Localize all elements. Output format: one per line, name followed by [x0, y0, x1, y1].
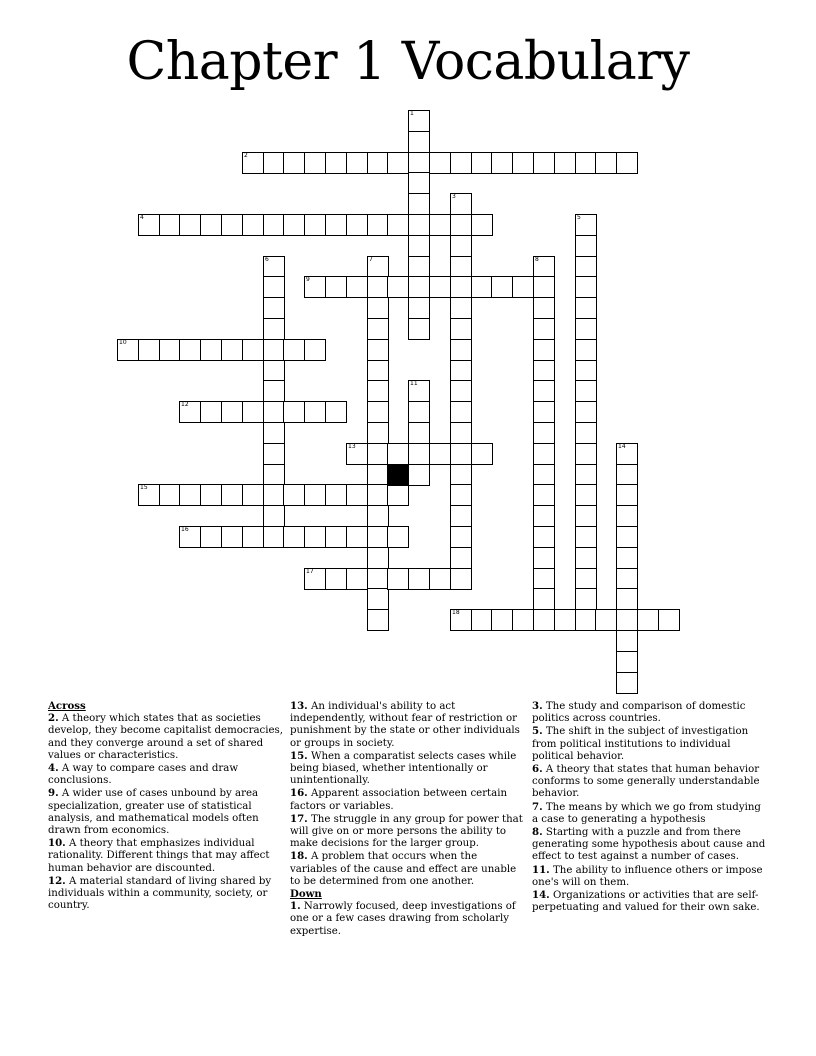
grid-cell[interactable] — [575, 256, 597, 278]
grid-cell[interactable] — [263, 401, 285, 423]
grid-cell[interactable] — [367, 318, 389, 340]
grid-cell[interactable] — [387, 484, 409, 506]
grid-cell[interactable] — [408, 193, 430, 215]
grid-cell[interactable] — [575, 568, 597, 590]
grid-cell[interactable] — [325, 484, 347, 506]
grid-cell[interactable] — [575, 609, 597, 631]
cell-number: 1 — [410, 110, 414, 117]
cell-number: 3 — [452, 193, 456, 200]
clue-number: 9. — [48, 787, 59, 800]
clue-text: An individual's ability to act independently, without fear of restriction or punishment by the state or other individuals or groups in society. — [290, 701, 520, 749]
grid-cell[interactable] — [450, 256, 472, 278]
grid-cell[interactable] — [450, 422, 472, 444]
grid-cell[interactable] — [637, 609, 659, 631]
cell-number: 15 — [140, 484, 148, 491]
grid-cell[interactable] — [138, 339, 160, 361]
grid-cell[interactable] — [367, 505, 389, 527]
grid-cell[interactable] — [408, 235, 430, 257]
grid-cell[interactable] — [450, 484, 472, 506]
grid-cell[interactable] — [533, 318, 555, 340]
grid-cell[interactable] — [554, 152, 576, 174]
cell-number: 2 — [244, 152, 248, 159]
grid-cell[interactable] — [367, 214, 389, 236]
grid-cell[interactable] — [346, 443, 368, 465]
grid-cell[interactable] — [575, 152, 597, 174]
clue-number: 6. — [532, 763, 543, 776]
clue-across-18 — [290, 850, 526, 888]
clue-across-16 — [290, 787, 526, 812]
grid-cell[interactable] — [533, 568, 555, 590]
grid-cell[interactable] — [533, 401, 555, 423]
grid-cell[interactable] — [616, 526, 638, 548]
grid-cell[interactable] — [450, 297, 472, 319]
grid-cell[interactable] — [429, 214, 451, 236]
grid-cell[interactable] — [408, 110, 430, 132]
grid-cell[interactable] — [575, 235, 597, 257]
grid-cell[interactable] — [283, 526, 305, 548]
grid-cell[interactable] — [263, 360, 285, 382]
grid-cell[interactable] — [159, 214, 181, 236]
grid-cell[interactable] — [200, 214, 222, 236]
grid-cell[interactable] — [242, 339, 264, 361]
grid-cell[interactable] — [242, 214, 264, 236]
grid-cell[interactable] — [387, 152, 409, 174]
grid-cell[interactable] — [575, 484, 597, 506]
grid-cell[interactable] — [387, 214, 409, 236]
grid-cell[interactable] — [304, 484, 326, 506]
clues-column-3 — [532, 700, 768, 914]
cell-number: 8 — [535, 256, 539, 263]
grid-cell[interactable] — [200, 401, 222, 423]
grid-cell[interactable] — [179, 339, 201, 361]
clue-text: Organizations or activities that are self-perpetuating and valued for their own sake. — [532, 890, 760, 914]
grid-cell[interactable] — [450, 339, 472, 361]
cell-number: 14 — [618, 443, 626, 450]
grid-cell[interactable] — [221, 339, 243, 361]
grid-cell[interactable] — [304, 152, 326, 174]
clue-text: A problem that occurs when the variables of the cause and effect are unable to be determined from one another. — [290, 851, 517, 887]
clue-text: A theory that emphasizes individual rationality. Different things that may affect human behavior are discounted. — [48, 838, 270, 874]
grid-cell[interactable] — [263, 339, 285, 361]
grid-cell[interactable] — [575, 422, 597, 444]
grid-cell[interactable] — [533, 547, 555, 569]
grid-cell[interactable] — [533, 360, 555, 382]
grid-cell[interactable] — [159, 339, 181, 361]
clue-number: 4. — [48, 762, 59, 775]
grid-cell[interactable] — [575, 526, 597, 548]
clue-number: 5. — [532, 725, 543, 738]
grid-cell[interactable] — [408, 172, 430, 194]
grid-cell[interactable] — [616, 464, 638, 486]
grid-cell[interactable] — [304, 214, 326, 236]
grid-cell[interactable] — [575, 380, 597, 402]
grid-cell[interactable] — [346, 276, 368, 298]
clue-number: 15. — [290, 749, 308, 762]
grid-cell[interactable] — [575, 505, 597, 527]
clue-down-14 — [532, 889, 768, 914]
cell-number: 11 — [410, 380, 418, 387]
grid-cell[interactable] — [450, 235, 472, 257]
grid-cell[interactable] — [429, 276, 451, 298]
grid-cell[interactable] — [616, 588, 638, 610]
grid-cell[interactable] — [471, 214, 493, 236]
grid-cell[interactable] — [512, 609, 534, 631]
clue-across-9 — [48, 787, 284, 837]
grid-cell[interactable] — [221, 484, 243, 506]
grid-cell[interactable] — [367, 276, 389, 298]
grid-cell[interactable] — [304, 401, 326, 423]
grid-cell[interactable] — [387, 276, 409, 298]
grid-cell[interactable] — [367, 568, 389, 590]
grid-cell[interactable] — [367, 609, 389, 631]
grid-cell[interactable] — [304, 568, 326, 590]
grid-cell[interactable] — [408, 152, 430, 174]
grid-cell[interactable] — [367, 360, 389, 382]
grid-cell[interactable] — [450, 568, 472, 590]
grid-cell[interactable] — [533, 464, 555, 486]
grid-cell[interactable] — [263, 276, 285, 298]
grid-cell[interactable] — [533, 588, 555, 610]
grid-cell[interactable] — [387, 526, 409, 548]
grid-cell[interactable] — [450, 401, 472, 423]
grid-cell[interactable] — [533, 505, 555, 527]
clue-text: The shift in the subject of investigation from political institutions to individual political behavior. — [532, 726, 749, 762]
grid-cell[interactable] — [283, 484, 305, 506]
grid-cell[interactable] — [450, 547, 472, 569]
grid-cell[interactable] — [221, 214, 243, 236]
grid-cell[interactable] — [263, 256, 285, 278]
clue-across-13 — [290, 700, 526, 750]
grid-cell[interactable] — [575, 318, 597, 340]
grid-cell[interactable] — [138, 214, 160, 236]
cell-number: 7 — [369, 256, 373, 263]
grid-cell[interactable] — [575, 297, 597, 319]
clue-across-4 — [48, 762, 284, 787]
grid-cell[interactable] — [575, 588, 597, 610]
grid-cell[interactable] — [408, 422, 430, 444]
clue-across-2 — [48, 712, 284, 762]
grid-cell[interactable] — [575, 547, 597, 569]
grid-cell[interactable] — [346, 484, 368, 506]
page-title: Chapter 1 Vocabulary — [126, 32, 690, 92]
grid-cell[interactable] — [658, 609, 680, 631]
cell-number: 10 — [119, 339, 127, 346]
down-heading: Down — [290, 888, 322, 901]
grid-cell[interactable] — [325, 214, 347, 236]
grid-cell[interactable] — [346, 152, 368, 174]
clue-across-17 — [290, 813, 526, 851]
grid-cell[interactable] — [512, 276, 534, 298]
grid-cell[interactable] — [263, 297, 285, 319]
clue-down-7 — [532, 801, 768, 826]
grid-cell[interactable] — [533, 339, 555, 361]
grid-cell[interactable] — [283, 214, 305, 236]
grid-cell[interactable] — [200, 526, 222, 548]
clue-number: 2. — [48, 712, 59, 725]
grid-cell[interactable] — [367, 297, 389, 319]
grid-cell[interactable] — [117, 339, 139, 361]
cell-number: 16 — [181, 526, 189, 533]
grid-cell[interactable] — [367, 464, 389, 486]
grid-cell[interactable] — [450, 276, 472, 298]
clue-text: A theory which states that as societies develop, they become capitalist democracies, and they converge around a set of shared values or characteristics. — [48, 713, 283, 761]
grid-cell[interactable] — [304, 276, 326, 298]
grid-cell[interactable] — [263, 464, 285, 486]
grid-cell[interactable] — [533, 276, 555, 298]
cell-number: 18 — [452, 609, 460, 616]
grid-cell[interactable] — [179, 484, 201, 506]
cell-number: 13 — [348, 443, 356, 450]
grid-cell[interactable] — [367, 443, 389, 465]
grid-cell[interactable] — [367, 380, 389, 402]
clue-across-10 — [48, 837, 284, 875]
clues-column-2 — [290, 700, 526, 938]
clue-number: 1. — [290, 900, 301, 913]
clue-down-5 — [532, 725, 768, 763]
grid-cell[interactable] — [221, 526, 243, 548]
grid-cell[interactable] — [179, 401, 201, 423]
grid-cell[interactable] — [200, 339, 222, 361]
clue-number: 16. — [290, 787, 308, 800]
grid-cell[interactable] — [408, 443, 430, 465]
grid-cell[interactable] — [367, 588, 389, 610]
grid-cell[interactable] — [325, 276, 347, 298]
clue-text: A wider use of cases unbound by area specialization, greater use of statistical analysis, and mathematical models often drawn from economics. — [48, 788, 259, 837]
grid-cell[interactable] — [367, 484, 389, 506]
grid-cell[interactable] — [408, 297, 430, 319]
grid-cell[interactable] — [263, 526, 285, 548]
grid-cell[interactable] — [263, 214, 285, 236]
grid-cell[interactable] — [450, 360, 472, 382]
clue-number: 12. — [48, 874, 66, 887]
clue-down-1 — [290, 900, 526, 938]
clue-number: 10. — [48, 837, 66, 850]
cell-number: 4 — [140, 214, 144, 221]
grid-cell[interactable] — [575, 464, 597, 486]
grid-cell[interactable] — [387, 443, 409, 465]
grid-cell[interactable] — [471, 152, 493, 174]
grid-cell[interactable] — [200, 484, 222, 506]
grid-cell[interactable] — [408, 568, 430, 590]
clue-text: When a comparatist selects cases while being biased, whether intentionally or unintentionally. — [290, 750, 517, 787]
grid-cell[interactable] — [575, 339, 597, 361]
grid-cell[interactable] — [408, 256, 430, 278]
grid-cell[interactable] — [346, 214, 368, 236]
grid-cell[interactable] — [408, 214, 430, 236]
grid-cell[interactable] — [575, 214, 597, 236]
grid-cell[interactable] — [471, 609, 493, 631]
grid-cell[interactable] — [367, 339, 389, 361]
grid-cell[interactable] — [533, 256, 555, 278]
cell-number: 9 — [306, 276, 310, 283]
clue-text: Narrowly focused, deep investigations of one or a few cases drawing from scholarly expertise. — [290, 901, 516, 937]
clue-number: 11. — [532, 863, 550, 876]
grid-cell[interactable] — [575, 360, 597, 382]
clue-down-11 — [532, 864, 768, 889]
grid-cell[interactable] — [491, 276, 513, 298]
grid-cell[interactable] — [533, 152, 555, 174]
grid-cell[interactable] — [595, 609, 617, 631]
clue-text: Starting with a puzzle and from there generating some hypothesis about cause and effect to test against a number of cases. — [532, 827, 766, 863]
clue-down-8 — [532, 826, 768, 864]
grid-cell[interactable] — [491, 152, 513, 174]
grid-cell[interactable] — [554, 609, 576, 631]
grid-cell[interactable] — [325, 152, 347, 174]
cell-number: 17 — [306, 568, 314, 575]
clue-text: The means by which we go from studying a case to generating a hypothesis — [532, 801, 761, 825]
grid-cell[interactable] — [283, 152, 305, 174]
grid-cell[interactable] — [595, 152, 617, 174]
grid-cell[interactable] — [138, 484, 160, 506]
grid-cell[interactable] — [283, 401, 305, 423]
grid-cell[interactable] — [367, 526, 389, 548]
clue-number: 13. — [290, 700, 308, 712]
clue-text: The study and comparison of domestic politics across countries. — [532, 701, 746, 725]
grid-cell[interactable] — [616, 630, 638, 652]
grid-cell[interactable] — [616, 484, 638, 506]
grid-cell[interactable] — [221, 401, 243, 423]
grid-cell[interactable] — [575, 276, 597, 298]
grid-cell[interactable] — [367, 401, 389, 423]
grid-cell[interactable] — [450, 609, 472, 631]
grid-cell[interactable] — [325, 401, 347, 423]
clue-down-3 — [532, 700, 768, 725]
grid-cell[interactable] — [304, 526, 326, 548]
grid-cell[interactable] — [429, 443, 451, 465]
clue-text: A theory that states that human behavior conforms to some generally understandable behavior. — [532, 764, 760, 800]
grid-cell[interactable] — [616, 651, 638, 673]
grid-cell[interactable] — [367, 256, 389, 278]
grid-cell[interactable] — [408, 464, 430, 486]
clue-text: Apparent association between certain factors or variables. — [290, 788, 508, 812]
grid-cell[interactable] — [450, 193, 472, 215]
grid-cell[interactable] — [263, 505, 285, 527]
grid-cell[interactable] — [408, 380, 430, 402]
grid-cell[interactable] — [263, 443, 285, 465]
grid-cell[interactable] — [346, 568, 368, 590]
clue-number: 18. — [290, 850, 308, 863]
grid-cell[interactable] — [304, 339, 326, 361]
grid-cell[interactable] — [408, 131, 430, 153]
grid-cell[interactable] — [533, 526, 555, 548]
grid-cell[interactable] — [263, 152, 285, 174]
grid-cell[interactable] — [616, 609, 638, 631]
clue-across-15 — [290, 750, 526, 788]
cell-number: 5 — [577, 214, 581, 221]
grid-cell[interactable] — [533, 297, 555, 319]
clue-number: 14. — [532, 889, 550, 902]
grid-cell[interactable] — [450, 152, 472, 174]
grid-cell[interactable] — [367, 547, 389, 569]
grid-cell[interactable] — [450, 214, 472, 236]
grid-cell[interactable] — [346, 526, 368, 548]
grid-cell[interactable] — [367, 152, 389, 174]
clue-down-6 — [532, 763, 768, 801]
grid-cell[interactable] — [408, 401, 430, 423]
grid-cell[interactable] — [242, 401, 264, 423]
grid-cell[interactable] — [242, 152, 264, 174]
grid-cell[interactable] — [491, 609, 513, 631]
clue-text: A way to compare cases and draw conclusions. — [48, 763, 239, 787]
grid-cell[interactable] — [283, 339, 305, 361]
grid-cell[interactable] — [450, 526, 472, 548]
grid-cell[interactable] — [263, 422, 285, 444]
grid-cell[interactable] — [512, 152, 534, 174]
grid-cell[interactable] — [616, 152, 638, 174]
grid-cell[interactable] — [471, 276, 493, 298]
grid-cell[interactable] — [325, 526, 347, 548]
grid-cell[interactable] — [616, 672, 638, 694]
grid-cell-black — [387, 464, 409, 486]
grid-cell[interactable] — [325, 568, 347, 590]
grid-cell[interactable] — [450, 380, 472, 402]
grid-cell[interactable] — [575, 443, 597, 465]
grid-cell[interactable] — [450, 464, 472, 486]
grid-cell[interactable] — [408, 276, 430, 298]
grid-cell[interactable] — [533, 380, 555, 402]
grid-cell[interactable] — [533, 422, 555, 444]
grid-cell[interactable] — [429, 152, 451, 174]
clue-number: 8. — [532, 826, 543, 839]
grid-cell[interactable] — [179, 214, 201, 236]
cell-number: 6 — [265, 256, 269, 263]
cell-number: 12 — [181, 401, 189, 408]
grid-cell[interactable] — [242, 484, 264, 506]
grid-cell[interactable] — [575, 401, 597, 423]
grid-cell[interactable] — [263, 484, 285, 506]
grid-cell[interactable] — [179, 526, 201, 548]
grid-cell[interactable] — [408, 318, 430, 340]
grid-cell[interactable] — [387, 568, 409, 590]
grid-cell[interactable] — [533, 484, 555, 506]
clue-number: 3. — [532, 700, 543, 712]
grid-cell[interactable] — [263, 318, 285, 340]
grid-cell[interactable] — [159, 484, 181, 506]
grid-cell[interactable] — [450, 505, 472, 527]
clue-number: 7. — [532, 800, 543, 813]
clue-across-12 — [48, 875, 284, 913]
grid-cell[interactable] — [616, 505, 638, 527]
grid-cell[interactable] — [533, 443, 555, 465]
clue-text: A material standard of living shared by individuals within a community, society, or country. — [48, 875, 272, 912]
grid-cell[interactable] — [450, 318, 472, 340]
grid-cell[interactable] — [450, 443, 472, 465]
across-heading: Across — [48, 700, 86, 712]
clue-number: 17. — [290, 812, 308, 825]
clue-text: The struggle in any group for power that will give on or more persons the ability to make decisions for the larger group. — [290, 813, 523, 850]
grid-cell[interactable] — [242, 526, 264, 548]
grid-cell[interactable] — [616, 547, 638, 569]
clues-column-1 — [48, 700, 284, 912]
grid-cell[interactable] — [616, 568, 638, 590]
grid-cell[interactable] — [367, 422, 389, 444]
grid-cell[interactable] — [533, 609, 555, 631]
clue-text: The ability to influence others or impose one's will on them. — [532, 864, 763, 888]
grid-cell[interactable] — [263, 380, 285, 402]
grid-cell[interactable] — [471, 443, 493, 465]
grid-cell[interactable] — [616, 443, 638, 465]
grid-cell[interactable] — [429, 568, 451, 590]
